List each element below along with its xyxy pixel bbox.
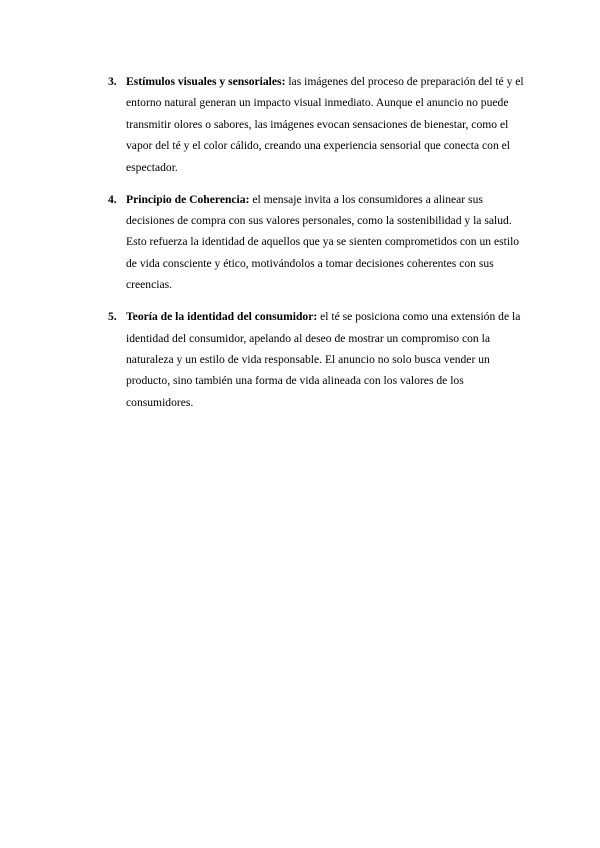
list-item-number: 3. xyxy=(108,75,117,88)
list-item-term: Principio de Coherencia: xyxy=(126,192,250,206)
list-item-term: Teoría de la identidad del consumidor: xyxy=(126,310,318,324)
list-item xyxy=(108,71,526,178)
list-item-term: Estímulos visuales y sensoriales: xyxy=(126,75,286,88)
list-item xyxy=(108,306,526,413)
list-item-text: el mensaje invita a los consumidores a alinear sus decisiones de compra con sus valores personales, como la sostenibilidad y la salud. Esto refuerza la identidad de aquellos que ya se sienten comprometidos con un estilo de vida consciente y ético, motivándolos a tomar decisiones coherentes con sus creencias. xyxy=(126,192,520,292)
list-item-number: 4. xyxy=(108,192,117,206)
list-item xyxy=(108,189,526,296)
list-item-text: el té se posiciona como una extensión de la identidad del consumidor, apelando al deseo de mostrar un compromiso con la naturaleza y un estilo de vida responsable. El anuncio no solo busca vender un producto, sino también una forma de vida alineada con los valores de los consumidores. xyxy=(126,310,521,409)
numbered-list xyxy=(108,71,526,424)
list-item-number: 5. xyxy=(108,310,117,324)
list-item-text: las imágenes del proceso de preparación del té y el entorno natural generan un impacto visual inmediato. Aunque el anuncio no puede transmitir olores o sabores, las imágenes evocan sensaciones de bienestar, como el vapor del té y el color cálido, creando una experiencia sensorial que conecta con el espectador. xyxy=(126,75,524,174)
